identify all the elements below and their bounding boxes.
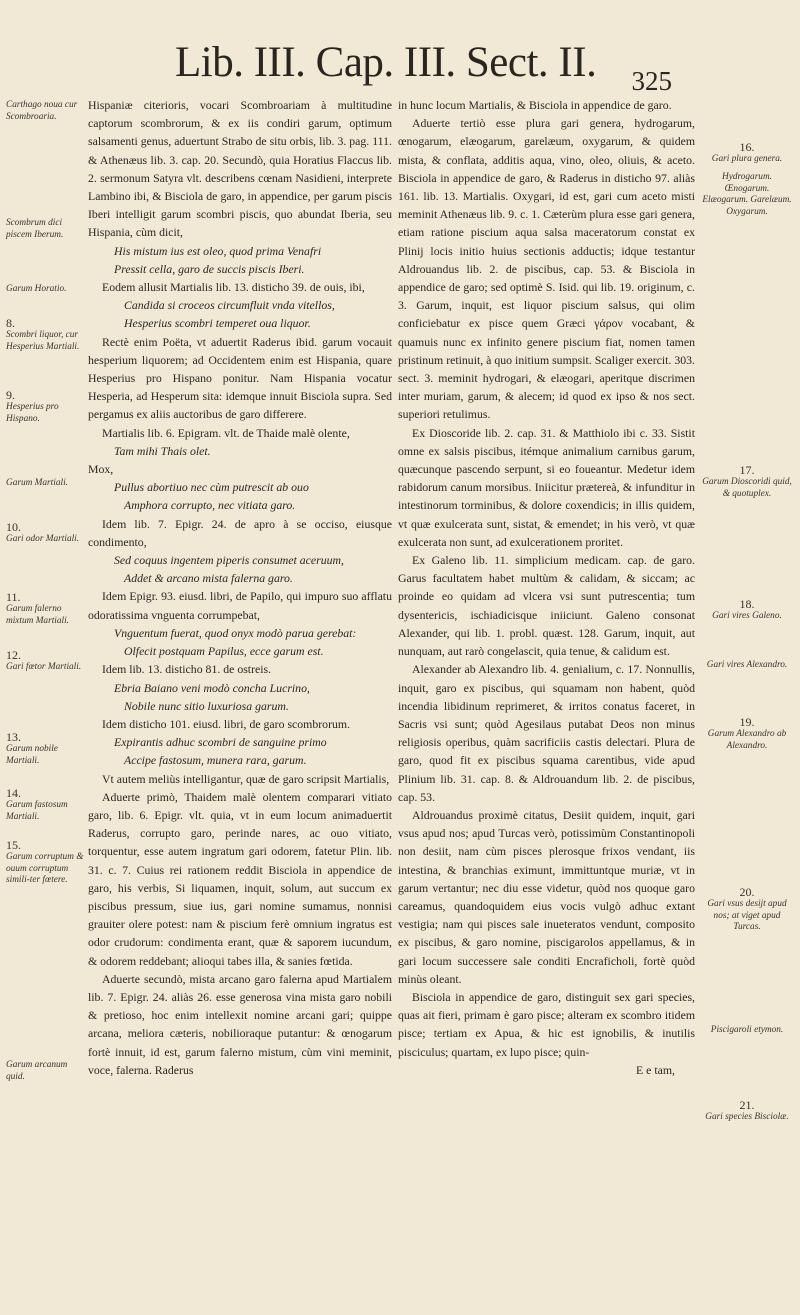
left-column-paragraph: Idem lib. 13. disticho 81. de ostreis. [102,662,272,677]
left-column-verse-line: Nobile nunc sitio luxuriosa garum. [124,698,289,713]
left-text-column [88,96,392,1079]
marginal-note-text: Gari odor Martiali. [6,534,80,544]
marginal-note-text: Garum Horatio. [6,284,67,294]
marginal-note-text: Gari fœtor Martiali. [6,662,82,672]
section-number: 16. [739,140,755,154]
left-column-paragraph: Vt autem meliùs intelligantur, quæ de garo scripsit Martialis, [102,771,390,786]
marginal-note-text: Carthago noua cur Scombroaria. [6,100,78,122]
left-margin-note [6,100,84,123]
section-number: 12. [6,648,21,662]
left-margin-note [6,388,84,425]
left-column-verse-line: His mistum ius est oleo, quod prima Venafri [114,243,322,258]
section-number: 20. [739,885,755,899]
left-column-verse-line: Amphora corrupto, nec vitiata garo. [124,498,296,513]
running-head: Lib. III. Cap. III. Sect. II. [175,39,597,86]
left-margin-note [6,1060,84,1083]
right-margin-note [701,597,793,623]
left-column-paragraph: Idem lib. 7. Epigr. 24. de apro à se occiso, eiusque condimento, [88,516,392,549]
section-number: 21. [739,1098,755,1112]
right-column-paragraph: Ex Galeno lib. 11. simplicium medicam. cap. de garo. Garus facultatem habet multùm & calidam, & siccam; ac proinde eo quidam ad vlcera vsi sunt putrescentia; tum dysentericis, ischiadicisque iniiciunt. Galeno consonat Alexander, qui lib. 1. probl. quæst. 128. Garum, inquit, aut nunquam, aut rarò congelascit, quia tenue, & calidum est. [398,553,695,659]
marginal-note-text: Garum arcanum quid. [6,1060,68,1082]
marginal-note-text: Garum fastosum Martiali. [6,800,68,822]
marginal-note-text: Hydrogarum. Œnogarum. Elæogarum. Garelæum. Oxygarum. [702,172,792,217]
left-column-verse-line: Pressit cella, garo de succis piscis Iberi. [114,261,305,276]
marginal-note-text: Scombri liquor, cur Hesperius Martiali. [6,330,80,352]
right-column-paragraph: Aldrouandus proximè citatus, Desiit quidem, inquit, gari vsus apud nos; apud Turcas verò, potissimùm Constantinopoli non desiit, nam cùm pisces plerosque frixos vendant, iis intestina, & branchias eximunt, immittuntque muriæ, vt in garum vertantur; nec diu esse videtur, quòd nos quoque garo careamus, quandoquidem eius vocis vulgò adhuc extant vestigia; nam qui pisces sale inueteratos vendunt, composito ex piscibus, & garo nomine, piscigarolos appellamus, & in gari locum successere sale conditi Encraficholi, fortè quòd minùs oleant. [398,807,695,986]
right-margin-note [701,660,793,672]
left-margin-note [6,590,84,627]
marginal-note-text: Garum Dioscoridi quid, & quotuplex. [702,477,792,499]
left-margin-note [6,520,84,546]
left-column-paragraph: Rectè enim Poëta, vt aduertit Raderus ibid. garum vocauit hesperium liquorem; ad Occidentem enim est Hispania, quare Hesperius pro Hispano ponitur. Nam Hispania vocatur Hesperia, ad Hesperum sita: idemque innuit Bisciola supra. Sed pergamus ex aliis auctoribus de garo differere. [88,334,392,422]
left-column-verse-line: Expirantis adhuc scombri de sanguine primo [114,735,327,750]
left-column-verse-line: Olfecit postquam Papilus, ecce garum est. [124,644,324,659]
section-number: 8. [6,316,15,330]
section-number: 19. [739,715,755,729]
right-margin-note [701,1098,793,1124]
left-column-paragraph: Martialis lib. 6. Epigram. vlt. de Thaide malè olente, [102,425,350,440]
section-number: 17. [739,463,755,477]
catchword-line: E e tam, [636,1062,675,1077]
left-column-verse-line: Vnguentum fuerat, quod onyx modò parua gerebat: [114,625,357,640]
right-margin-note [701,140,793,166]
left-column-verse-line: Tam mihi Thais olet. [114,443,211,458]
left-margin-note [6,316,84,353]
left-column-verse-line: Pullus abortiuo nec cùm putrescit ab ouo [114,480,309,495]
right-margin-note [701,172,793,218]
section-number: 10. [6,520,21,534]
section-number: 9. [6,388,15,402]
marginal-note-text: Gari plura genera. [711,154,783,164]
section-number: 15. [6,838,21,852]
left-column-verse-line: Accipe fastosum, munera rara, garum. [124,753,307,768]
section-number: 18. [739,597,755,611]
page-number: 325 [631,66,672,96]
right-text-column [398,96,695,1079]
section-number: 14. [6,786,21,800]
left-margin-note [6,730,84,767]
left-margin-note [6,838,84,852]
marginal-note-text: Gari vires Galeno. [712,611,782,621]
right-column-paragraph: Alexander ab Alexandro lib. 4. genialium, c. 17. Nonnullis, inquit, garo ex piscibus, qui squamam non habent, quòd incendia libidinum reprimeret, & irritos conatus faceret, in Sacris vsi sunt; quòd Agesilaus putabat Deos non minus religiosis operibus, quàm sacrificiis castis delectari. Plura de garo, quod fit ex piscibus squama carentibus, vide apud Plinium lib. 31. cap. 8. & Aldrouandum lib. 2. de piscibus, cap. 53. [398,662,695,804]
right-margin-note [701,715,793,752]
marginal-note-text: Garum falerno mixtum Martiali. [6,604,70,626]
left-margin-note [6,218,84,241]
marginal-note-text: Garum Alexandro ab Alexandro. [707,729,787,751]
left-margin-note [6,284,84,296]
marginal-note-text: Scombrum dici piscem Iberum. [6,218,64,240]
left-column-paragraph: Hispaniæ citerioris, vocari Scombroariam à multitudine captorum scombrorum, & ex iis condiri garum, optimum salsamenti genus, aduertunt Strabo de situ orbis, lib. 3. pag. 111. & Athenæus lib. 3. cap. 20. Secundò, quia Horatius Flaccus lib. 2. sermonum Satyra vlt. describens cœnam Nasidieni, interprete Lambino ibi, & Bisciola de garo, in appendice, per garum piscis Iberi intelligit garum scombri piscis, quo abundat Iberia, seu Hispania, cùm dicit, [88,98,392,240]
marginal-note-text: Garum corruptum & ouum corruptum simili-ter fœtere. [6,852,84,886]
left-column-paragraph: Mox, [88,462,114,477]
left-column-paragraph: Aduerte secundò, mista arcano garo falerna apud Martialem lib. 7. Epigr. 24. aliàs 26. esse generosa vina mista garo nobili & pretioso, hoc enim intellexit nomine arcani gari; quippe arcana, meliora cæteris, nobilioraque putantur: & œnogarum fortè innuit, id est, garum falerno mistum, cùm vini meminit, voce, falerna. Raderus [88,971,392,1077]
left-column-paragraph: Idem Epigr. 93. eiusd. libri, de Papilo, qui impuro suo afflatu odoratissima vnguenta corrumpebat, [88,589,392,622]
right-margin-note [701,463,793,500]
left-column-verse-line: Candida si croceos circumfluit vnda vitellos, [124,298,335,313]
left-column-verse-line: Addet & arcano mista falerna garo. [124,571,293,586]
left-margin-note [6,648,84,674]
section-number: 13. [6,730,21,744]
left-column-paragraph: Eodem allusit Martialis lib. 13. disticho 39. de ouis, ibi, [102,280,365,295]
marginal-note-text: Piscigaroli etymon. [710,1025,784,1035]
right-column-paragraph: Aduerte tertiò esse plura gari genera, hydrogarum, œnogarum, elæogarum, garelæum, oxygarum, & quidem mista, & conflata, additis aqua, vino, oleo, oliuis, & aceto. Bisciola in appendice de garo, & Raderus in disticho 97. aliàs 161. lib. 13. Martialis. Oxygari, id est, gari cum aceto misti meminit Athenæus lib. 9. c. 1. Cæterùm plura esse gari genera, etiam ratione piscium aqua salsa maceratorum constat ex Plinij locis initio huius sectionis adductis; idque testantur Aldrouandus lib. 2. de piscibus, cap. 53. & Bisciola in appendice de garo; sed optimè S. Isid. qui lib. 19. originum, c. 3. Garum, inquit, est liquor piscium salsus, qui olim conficiebatur ex pisce quem Græci γάρον vocabant, & quamuis nunc ex infinito genere piscium fiat, nomen tamen pristinum retinuit, à quo initium sumpsit. Scaliger exercit. 303. sect. 3. meminit hydrogari, & elæogari, aperitque discrimen inter muriam, garum, & alecem; id quod ex ipso & nos sect. superiori retulimus. [398,116,695,422]
left-column-verse-line: Hesperius scombri temperet oua liquor. [124,316,311,331]
right-column-paragraph: Ex Dioscoride lib. 2. cap. 31. & Matthiolo ibi c. 33. Sistit omne ex salsis piscibus, itémque animalium carnibus garum, quæcunque pascendo serpunt, si eo foueantur. Medetur idem rabidorum canum morsibus. Iniicitur prætereà, & infunditur in intestinorum torminibus, & dolore coxendicis; in illis quidem, vt quæ exulcerata sunt, sistat, & emendet; in his verò, vt quæ exulcerata non sunt, ad exulcerationem proritet. [398,425,695,549]
left-column-paragraph: Aduerte primò, Thaidem malè olentem comparari vitiato garo, lib. 6. Epigr. vlt. quia, vt in eum locum animaduertit Raderus, corrupto garo, perinde nares, ac ouo vitiato, torquentur, esse autem ingratum gari odorem, fatetur Plin. lib. 31. c. 7. Cuius rei rationem reddit Bisciola in appendice de garo, his verbis, Si liquamen, inquit, solum, aut succum ex piscibus pressum, siue ius, gari nomine sumamus, nonnisi grauiter olere potest: nam & piscium ferè omnium ingratus est odor crudorum: condimenta erant, quæ & saporem iucundum, & odorem reddebant; alioqui tabes illa, & sanies fœtida. [88,789,392,968]
left-column-verse-line: Ebria Baiano veni modò concha Lucrino, [114,680,310,695]
right-margin-note [701,1025,793,1037]
left-margin-note [6,478,84,490]
left-column-paragraph: Idem disticho 101. eiusd. libri, de garo scombrorum. [102,716,351,731]
right-column-paragraph: Bisciola in appendice de garo, distinguit sex gari species, quas ait fieri, primam è garo pisce; alteram ex scombro itidem pisce; tertiam ex Apua, & hic est ignobilis, & inutilis pisciculus; quartam, ex lupo pisce; quin- [398,989,695,1059]
right-margin-note [701,885,793,934]
marginal-note-text: Garum nobile Martiali. [6,744,58,766]
marginal-note-text: Gari vires Alexandro. [706,660,788,670]
section-number: 11. [6,590,21,604]
marginal-note-text: Garum Martiali. [6,478,68,488]
left-margin-note [6,852,84,887]
marginal-note-text: Gari species Bisciolæ. [705,1112,789,1122]
right-column-paragraph: in hunc locum Martialis, & Bisciola in appendice de garo. [398,98,672,112]
left-column-verse-line: Sed coquus ingentem piperis consumet aceruum, [114,553,344,568]
marginal-note-text: Hesperius pro Hispano. [6,402,59,424]
left-margin-note [6,786,84,823]
marginal-note-text: Gari vsus desijt apud nos; at viget apud Turcas. [707,899,787,933]
